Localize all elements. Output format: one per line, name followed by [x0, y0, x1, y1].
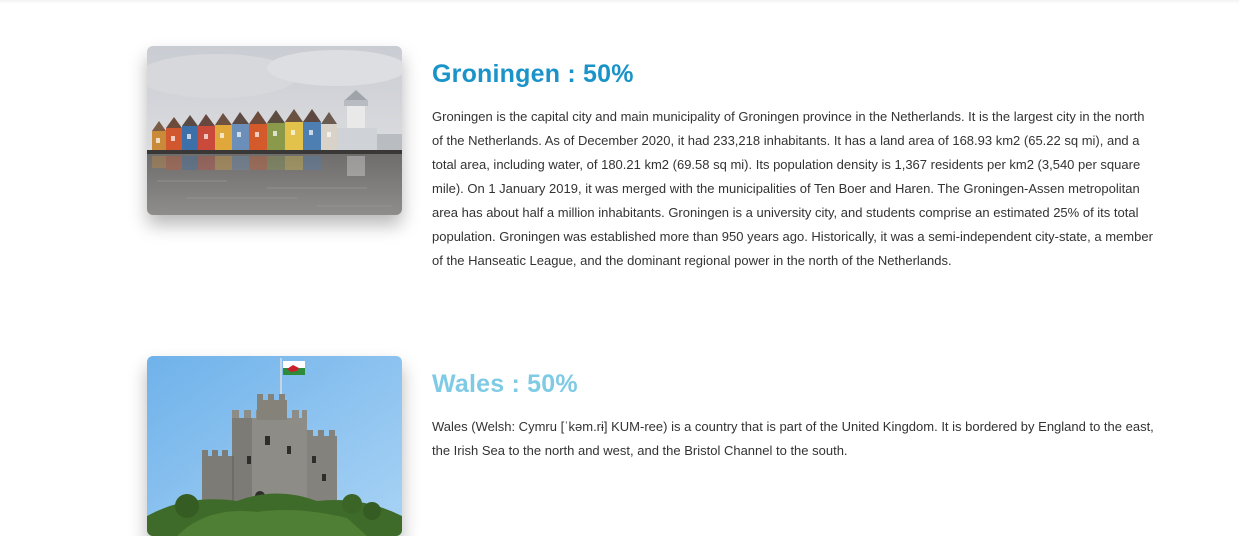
destination-percent: 50%: [583, 60, 634, 88]
title-separator: :: [504, 370, 528, 398]
destination-text-wales: [432, 356, 1157, 463]
destination-name: Groningen: [432, 60, 561, 88]
destination-title: [432, 368, 1157, 400]
destination-description: Wales (Welsh: Cymru [ˈkəm.rɨ] KUM-ree) is a country that is part of the United Kingdom. It is bordered by England to the east, the Irish Sea to the north and west, and the Bristol Channel to the south.: [432, 419, 1154, 458]
wales-photo: [147, 356, 402, 536]
destination-text-groningen: [432, 46, 1157, 273]
destination-percent: 50%: [527, 370, 578, 398]
destination-title: [432, 58, 1157, 90]
groningen-photo: [147, 46, 402, 215]
destination-description: Groningen is the capital city and main municipality of Groningen province in the Netherlands. It is the largest city in the north of the Netherlands. As of December 2020, it had 233,218 inhabitants. It has a land area of 168.93 km2 (65.22 sq mi), and a total area, including water, of 180.21 km2 (69.58 sq mi). Its population density is 1,367 residents per km2 (3,540 per square mile). On 1 January 2019, it was merged with the municipalities of Ten Boer and Haren. The Groningen-Assen metropolitan area has about half a million inhabitants. Groningen is a university city, and students comprise an estimated 25% of its total population. Groningen was established more than 950 years ago. Historically, it was a semi-independent city-state, a member of the Hanseatic League, and the dominant regional power in the north of the Netherlands.: [432, 109, 1153, 268]
title-separator: :: [560, 60, 584, 88]
destination-name: Wales: [432, 370, 505, 398]
header-shadow: [0, 0, 1239, 4]
